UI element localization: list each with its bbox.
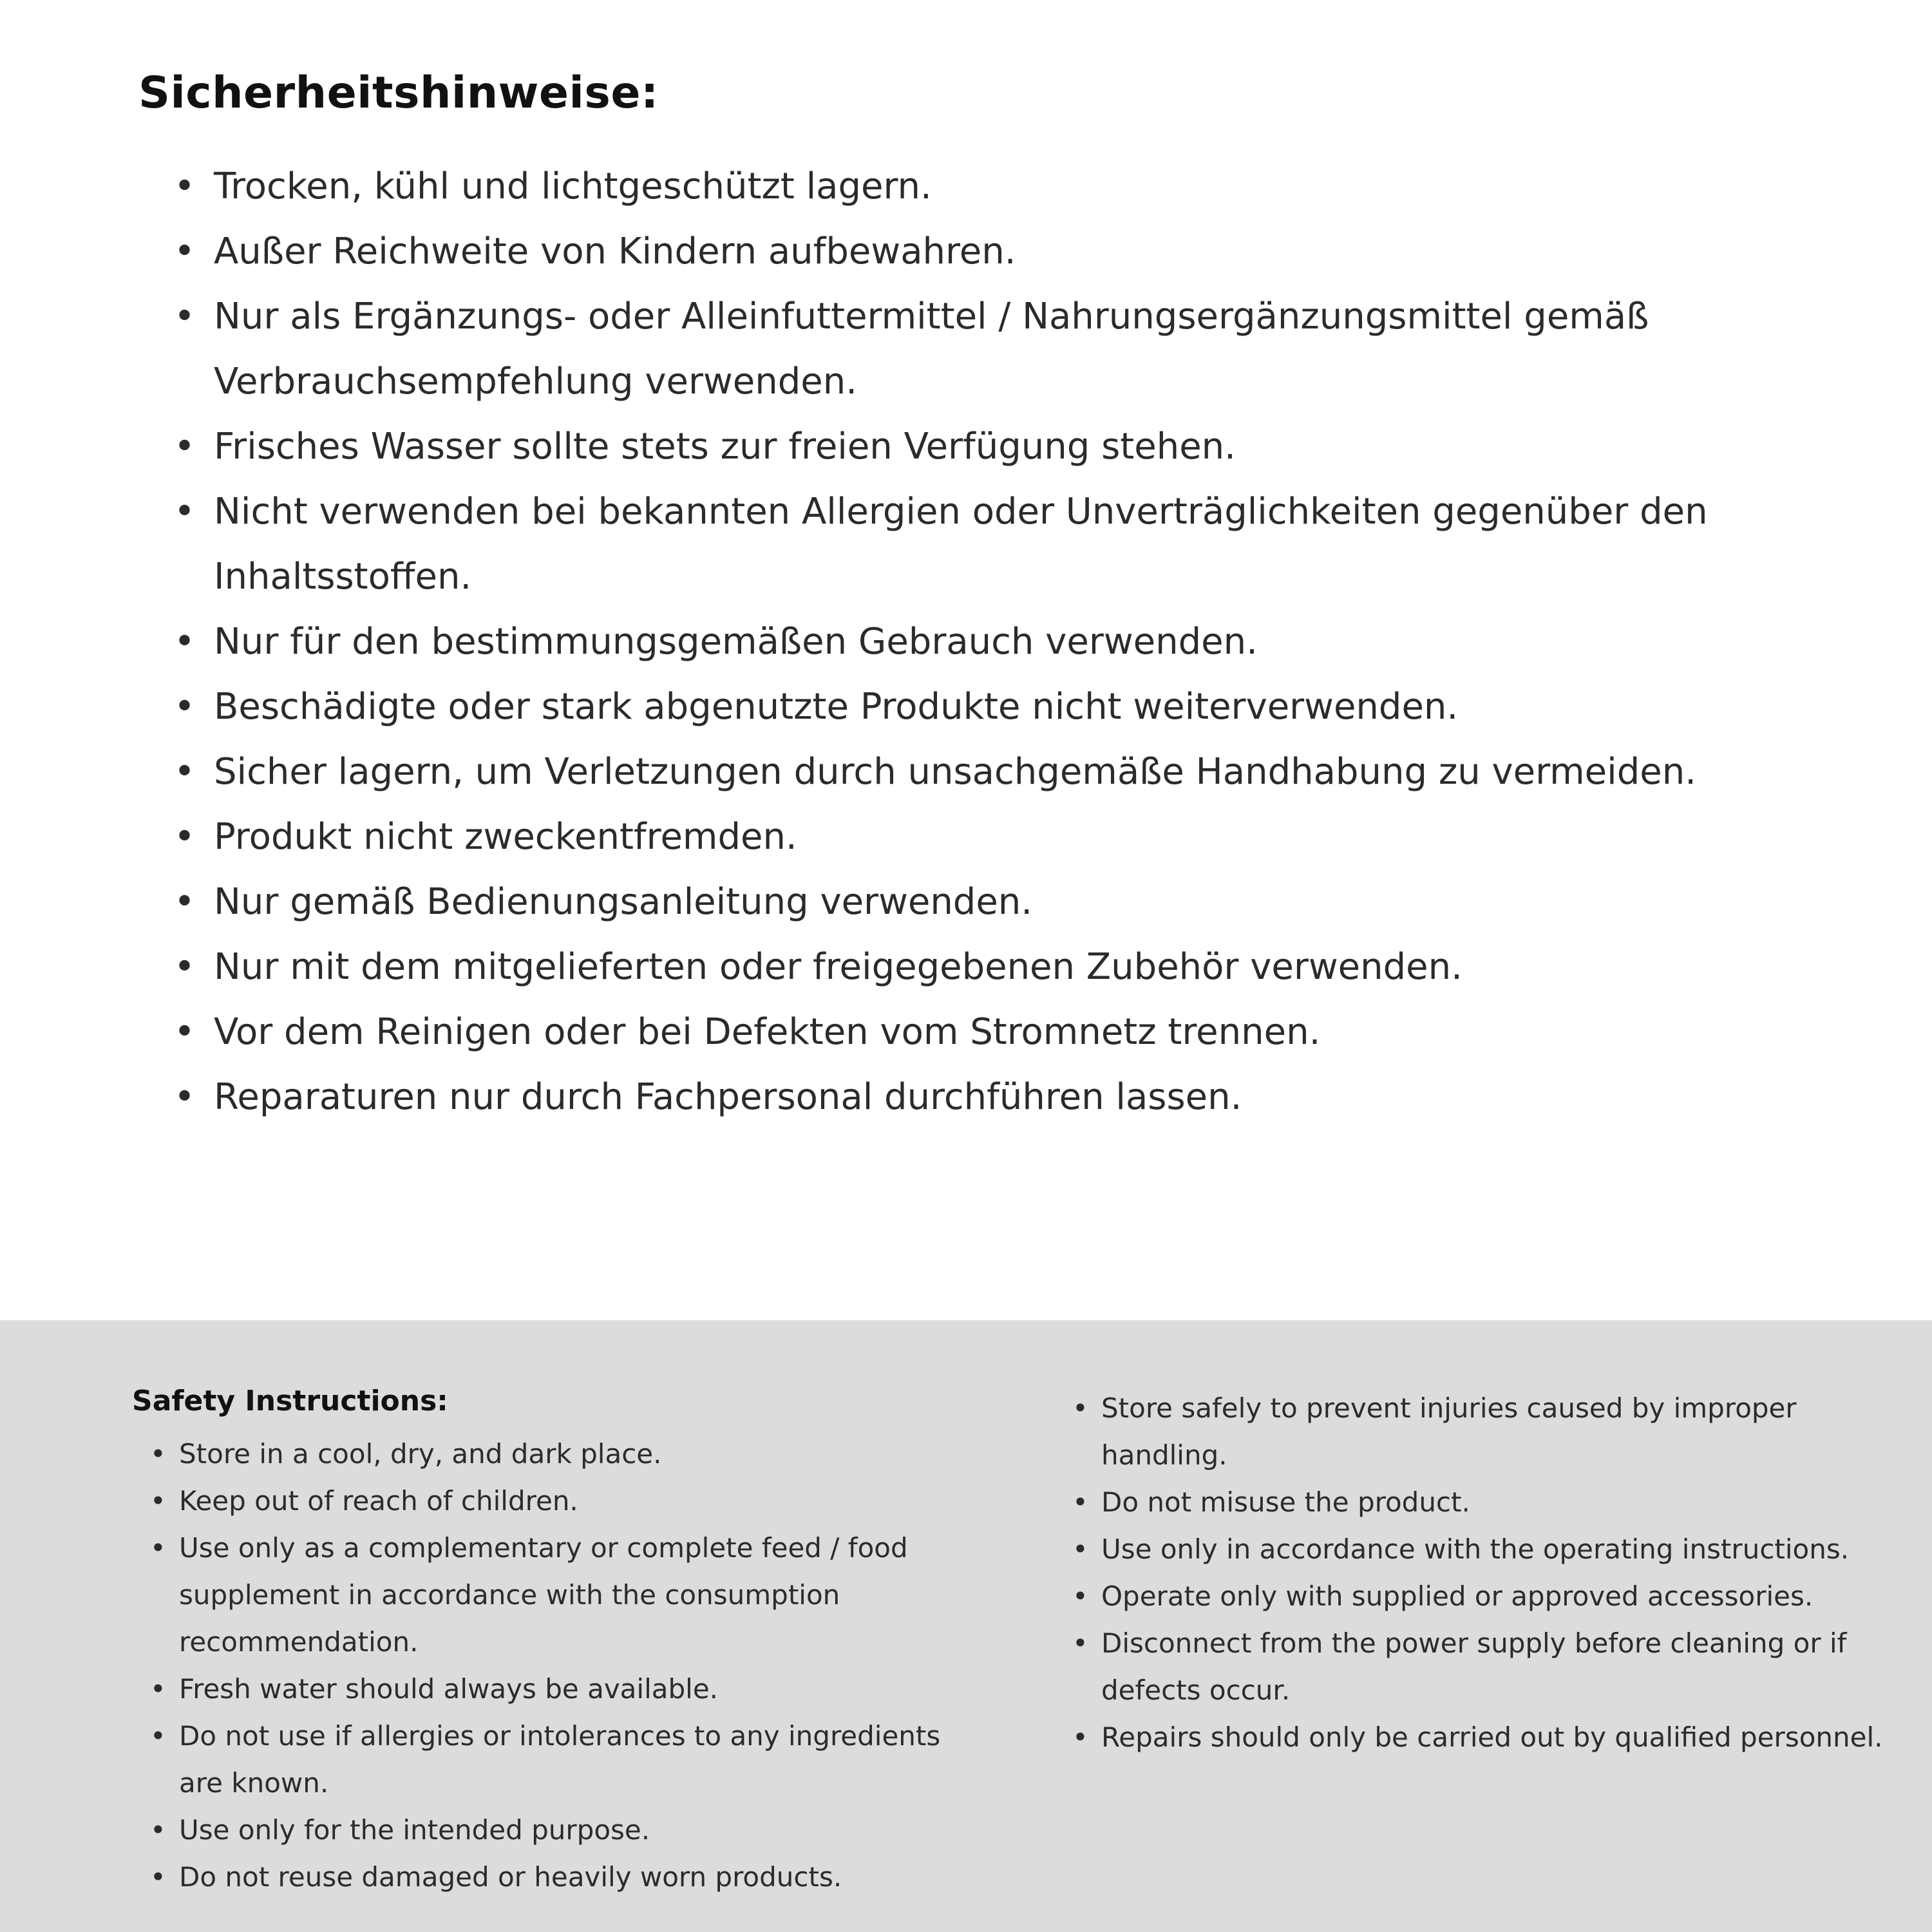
list-item	[174, 479, 1842, 609]
bullet-icon: •	[1072, 1392, 1088, 1424]
bullet-icon: •	[150, 1673, 166, 1705]
list-item-text: Produkt nicht zweckentfremden.	[214, 816, 797, 858]
list-item-text: Use only in accordance with the operating instructions.	[1101, 1533, 1850, 1565]
list-item-text: Do not reuse damaged or heavily worn products.	[179, 1861, 842, 1893]
list-item-text: Store safely to prevent injuries caused by improper handling.	[1101, 1392, 1797, 1471]
list-item-text: Do not misuse the product.	[1101, 1486, 1470, 1518]
list-item	[174, 869, 1842, 934]
list-item-text: Keep out of reach of children.	[179, 1485, 578, 1517]
list-item	[174, 284, 1842, 414]
bullet-icon: •	[1072, 1486, 1088, 1518]
list-item-text: Trocken, kühl und lichtgeschützt lagern.	[214, 166, 932, 207]
german-safety-list	[138, 154, 1842, 1130]
bullet-icon: •	[174, 166, 196, 207]
list-item-text: Nur mit dem mitgelieferten oder freigegebenen Zubehör verwenden.	[214, 946, 1463, 988]
list-item-text: Außer Reichweite von Kindern aufbewahren.	[214, 231, 1016, 272]
list-item-text: Frisches Wasser sollte stets zur freien Verfügung stehen.	[214, 426, 1236, 468]
english-section-title: Safety Instructions:	[132, 1385, 448, 1417]
list-item-text: Sicher lagern, um Verletzungen durch unsachgemäße Handhabung zu vermeiden.	[214, 751, 1696, 793]
list-item-text: Disconnect from the power supply before cleaning or if defects occur.	[1101, 1627, 1847, 1706]
list-item	[174, 219, 1842, 284]
bullet-icon: •	[150, 1438, 166, 1470]
list-item	[174, 999, 1842, 1065]
bullet-icon: •	[174, 946, 196, 988]
list-item	[150, 1712, 989, 1806]
bullet-icon: •	[150, 1532, 166, 1564]
list-item	[150, 1806, 989, 1853]
bullet-icon: •	[174, 621, 196, 663]
list-item	[174, 154, 1842, 219]
list-item	[1072, 1714, 1929, 1761]
list-item-text: Nur gemäß Bedienungsanleitung verwenden.	[214, 881, 1033, 923]
bullet-icon: •	[174, 751, 196, 793]
list-item	[150, 1524, 989, 1665]
list-item	[174, 609, 1842, 674]
list-item-text: Repairs should only be carried out by qualified personnel.	[1101, 1721, 1883, 1753]
bullet-icon: •	[174, 1076, 196, 1118]
list-item-text: Nur für den bestimmungsgemäßen Gebrauch verwenden.	[214, 621, 1258, 663]
bullet-icon: •	[150, 1485, 166, 1517]
list-item	[1072, 1385, 1929, 1479]
bullet-icon: •	[1072, 1627, 1088, 1659]
list-item-text: Reparaturen nur durch Fachpersonal durchführen lassen.	[214, 1076, 1242, 1118]
list-item-text: Nur als Ergänzungs- oder Alleinfuttermittel / Nahrungsergänzungsmittel gemäß Verbrauchsempfehlung verwenden.	[214, 296, 1649, 402]
list-item	[1072, 1479, 1929, 1526]
bullet-icon: •	[174, 231, 196, 272]
bullet-icon: •	[174, 426, 196, 468]
list-item-text: Do not use if allergies or intolerances to any ingredients are known.	[179, 1720, 941, 1799]
list-item	[174, 804, 1842, 869]
list-item	[150, 1430, 989, 1477]
bullet-icon: •	[174, 1011, 196, 1053]
list-item	[150, 1665, 989, 1712]
bullet-icon: •	[174, 296, 196, 337]
english-safety-section	[0, 1320, 1932, 1932]
bullet-icon: •	[150, 1861, 166, 1893]
list-item	[174, 414, 1842, 479]
bullet-icon: •	[1072, 1721, 1088, 1753]
bullet-icon: •	[174, 491, 196, 533]
list-item	[150, 1477, 989, 1524]
english-safety-list-left	[132, 1430, 989, 1900]
list-item-text: Use only for the intended purpose.	[179, 1814, 650, 1846]
list-item	[150, 1853, 989, 1900]
list-item	[174, 1065, 1842, 1130]
bullet-icon: •	[174, 816, 196, 858]
list-item-text: Store in a cool, dry, and dark place.	[179, 1438, 662, 1470]
bullet-icon: •	[1072, 1580, 1088, 1612]
list-item-text: Vor dem Reinigen oder bei Defekten vom Stromnetz trennen.	[214, 1011, 1321, 1053]
english-right-column	[1072, 1385, 1929, 1932]
list-item-text: Beschädigte oder stark abgenutzte Produkte nicht weiterverwenden.	[214, 686, 1459, 728]
list-item-text: Use only as a complementary or complete feed / food supplement in accordance with the consumption recommendation.	[179, 1532, 908, 1658]
list-item	[1072, 1526, 1929, 1573]
english-safety-list-right	[1072, 1385, 1929, 1761]
bullet-icon: •	[174, 881, 196, 923]
bullet-icon: •	[1072, 1533, 1088, 1565]
bullet-icon: •	[150, 1720, 166, 1752]
german-section-title: Sicherheitshinweise:	[138, 68, 659, 118]
list-item	[174, 674, 1842, 739]
list-item	[174, 739, 1842, 804]
bullet-icon: •	[174, 686, 196, 728]
list-item-text: Fresh water should always be available.	[179, 1673, 719, 1705]
bullet-icon: •	[150, 1814, 166, 1846]
list-item	[1072, 1573, 1929, 1620]
list-item	[174, 934, 1842, 999]
english-left-column	[132, 1385, 989, 1932]
list-item-text: Nicht verwenden bei bekannten Allergien oder Unverträglichkeiten gegenüber den Inhaltsstoffen.	[214, 491, 1708, 598]
list-item-text: Operate only with supplied or approved accessories.	[1101, 1580, 1814, 1612]
list-item	[1072, 1620, 1929, 1714]
